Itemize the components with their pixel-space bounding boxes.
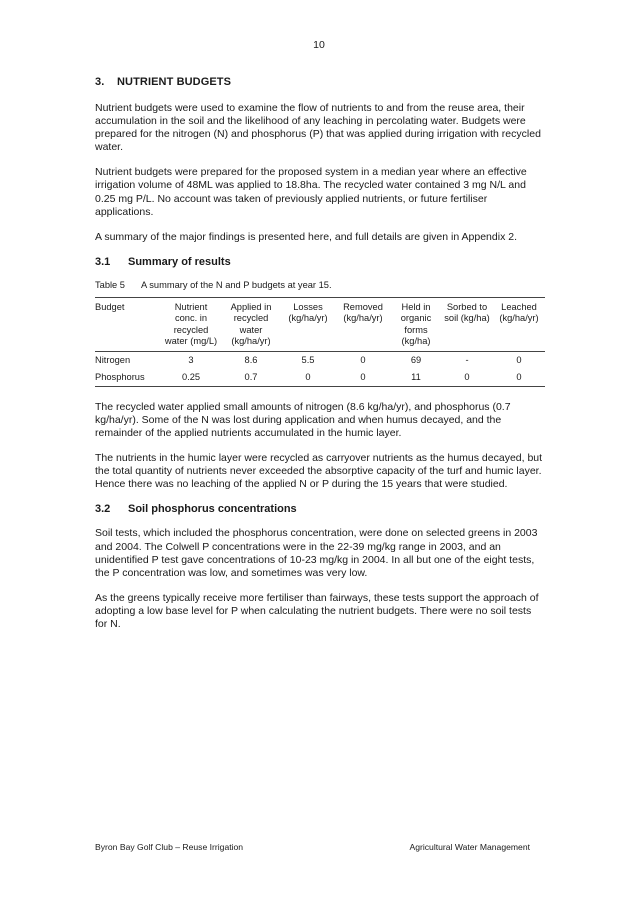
table-header: Leached (kg/ha/yr) (499, 301, 539, 324)
table-cell: 11 (411, 371, 421, 382)
paragraph: Soil tests, which included the phosphorus concentration, were done on selected greens in 2003 and 2004. The Colwell P concentrations were in the 22-39 mg/kg range in 2003, and an unidentified P test gave concentrations of 10-23 mg/kg in 2004. In all but one of the eight tests, the P concentration was low, and sometimes was very low. (95, 527, 538, 579)
table-header: Applied in recycled water (kg/ha/yr) (230, 301, 272, 347)
section-3-2-heading (95, 503, 545, 515)
table-cell: Nitrogen (95, 354, 131, 365)
table-cell: 0 (516, 354, 522, 365)
table-header: Removed (kg/ha/yr) (343, 301, 383, 324)
paragraph: The recycled water applied small amounts of nitrogen (8.6 kg/ha/yr), and phosphorus (0.7 kg/ha/yr). Some of the N was lost during application and when humus decayed, and the remainder of the applied nutrients accumulated in the humic layer. (95, 400, 511, 440)
table-cell: 0 (464, 371, 470, 382)
section-number: 3.1 (95, 255, 111, 268)
table-header: Losses (kg/ha/yr) (288, 301, 328, 324)
table-caption-label: Table 5 (95, 279, 125, 290)
table-cell: 69 (410, 354, 422, 365)
paragraph: Nutrient budgets were prepared for the proposed system in a median year where an effective irrigation volume of 48ML was applied to 18.8ha. The recycled water contained 3 mg N/L and 0.25 mg P/L. No account was taken of previously applied nutrients, or future fertiliser applications. (95, 166, 527, 218)
table-cell: 5.5 (301, 354, 315, 365)
section-number: 3. (95, 76, 105, 88)
page-content (95, 76, 545, 643)
table-row (95, 351, 545, 369)
table-caption-text: A summary of the N and P budgets at year 15. (141, 279, 332, 290)
table-cell: Phosphorus (95, 371, 145, 382)
table-cell: 8.6 (244, 354, 258, 365)
table-cell: 0 (360, 371, 366, 382)
table-header: Sorbed to soil (kg/ha) (444, 301, 490, 324)
table-caption (95, 280, 545, 290)
footer-left: Byron Bay Golf Club – Reuse Irrigation (95, 842, 244, 852)
table-header-row (95, 297, 545, 351)
table-header: Nutrient conc. in recycled water (mg/L) (164, 301, 218, 347)
table-cell: 3 (188, 354, 194, 365)
nutrient-budget-table (95, 297, 545, 387)
footer-right: Agricultural Water Management (409, 842, 530, 852)
table-cell: 0.25 (181, 371, 201, 382)
table-header: Held in organic forms (kg/ha) (400, 301, 432, 347)
paragraph: Nutrient budgets were used to examine the flow of nutrients to and from the reuse area, their accumulation in the soil and the likelihood of any leaching in percolating water. Budgets were prepared for the nitrogen (N) and phosphorus (P) that was applied during irrigation with recycled water. (95, 102, 541, 154)
section-title: Soil phosphorus concentrations (128, 503, 297, 516)
section-3-heading (95, 76, 545, 88)
spacer (95, 387, 545, 401)
paragraph: The nutrients in the humic layer were recycled as carryover nutrients as the humus decayed, but the total quantity of nutrients never exceeded the absorptive capacity of the turf and humic layer. Hence there was no leaching of the applied N or P during the 15 years that were studied. (95, 452, 543, 491)
section-3-1-heading (95, 256, 545, 268)
section-title: NUTRIENT BUDGETS (117, 76, 232, 88)
table-header: Budget (95, 301, 125, 312)
table-cell: 0 (516, 371, 522, 382)
table-cell: 0 (305, 371, 311, 382)
paragraph: A summary of the major findings is presented here, and full details are given in Appendix 2. (95, 230, 517, 243)
section-title: Summary of results (128, 255, 231, 268)
table-cell: 0 (360, 354, 366, 365)
table-row (95, 369, 545, 387)
table-cell: - (465, 354, 469, 365)
table-cell: 0.7 (244, 371, 258, 382)
page-number: 10 (313, 39, 325, 51)
paragraph: As the greens typically receive more fertiliser than fairways, these tests support the approach of adopting a low base level for P when calculating the nutrient budgets. There were no soil tests for N. (95, 591, 539, 630)
section-number: 3.2 (95, 503, 111, 516)
